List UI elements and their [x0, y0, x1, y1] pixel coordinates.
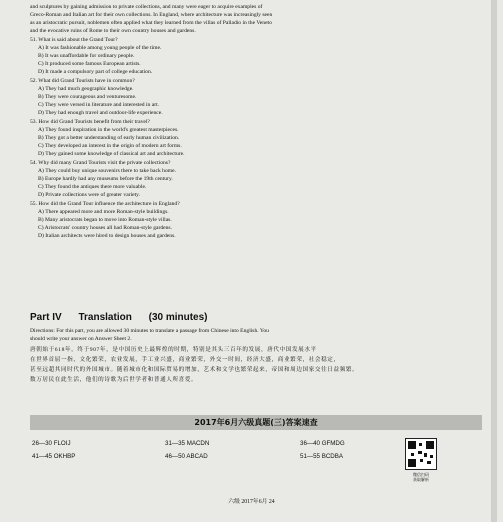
qr-caption: 微信扫码 获取解析 [413, 472, 429, 482]
intro-line: Greco-Roman and Italian art for their own collections. In England, where architecture was increasingly seen [30, 12, 273, 18]
option: D) Private collections were of greater variety. [38, 192, 140, 198]
directions-line: should write your answer on Answer Sheet 2. [30, 336, 132, 342]
page-edge [491, 0, 497, 522]
answer-group: 51—55 BCDBA [300, 453, 344, 460]
answer-group: 26—30 FLOIJ [32, 440, 71, 447]
intro-line: and the evocative ruins of Rome to their own country houses and gardens. [30, 28, 196, 34]
answer-group: 46—50 ABCAD [165, 453, 208, 460]
option: C) They developed an interest in the origin of modern art forms. [38, 143, 182, 149]
option: D) They had enough travel and outdoor-life experience. [38, 110, 163, 116]
part-name: Translation [78, 312, 132, 323]
option: D) It made a compulsory part of college education. [38, 69, 153, 75]
option: C) It produced some famous European artists. [38, 61, 141, 67]
question-51: 51. What is said about the Grand Tour? [30, 37, 118, 43]
question-55: 55. How did the Grand Tour influence the architecture in England? [30, 201, 180, 207]
option: A) They could buy unique souvenirs there to take back home. [38, 168, 176, 174]
option: A) They found inspiration in the world's greatest masterpieces. [38, 127, 179, 133]
answers-title: 2017年6月六级真题(三)答案速查 [194, 418, 318, 427]
intro-line: as an aristocratic pursuit, noblemen often applied what they learned from the villas of Palladio in the Veneto [30, 20, 272, 26]
intro-line: and sculptures by gaining admission to private collections, and many were eager to acquire examples of [30, 4, 263, 10]
option: B) It was unaffordable for ordinary people. [38, 53, 135, 59]
part-label: Part IV [30, 312, 62, 323]
directions-line: Directions: For this part, you are allowed 30 minutes to translate a passage from Chinese into English. You [30, 328, 269, 334]
option: C) They were versed in literature and interested in art. [38, 102, 160, 108]
option: A) They had much geographic knowledge. [38, 86, 134, 92]
question-52: 52. What did Grand Tourists have in common? [30, 78, 135, 84]
part-time: (30 minutes) [148, 312, 208, 323]
qr-code[interactable] [405, 438, 437, 470]
part-heading [30, 312, 222, 323]
option: B) Many aristocrats began to move into Roman-style villas. [38, 217, 172, 223]
option: A) It was fashionable among young people of the time. [38, 45, 162, 51]
option: B) Europe hardly had any museums before the 19th century. [38, 176, 173, 182]
option: C) They found the antiques there more valuable. [38, 184, 147, 190]
option: D) They gained some knowledge of classical art and architecture. [38, 151, 185, 157]
translation-line: 数万居民在此生活，他们的诗歌为后世学者和普通人所喜爱。 [30, 377, 198, 383]
option: D) Italian architects were hired to design houses and gardens. [38, 233, 176, 239]
translation-line: 在世界首屈一指，文化繁荣，农业发展，手工业兴盛，商业繁荣，外交一时间，经济大盛，商业繁荣，社会稳定， [30, 357, 340, 363]
option: A) There appeared more and more Roman-style buildings. [38, 209, 169, 215]
answer-group: 36—40 GFMDG [300, 440, 345, 447]
answer-group: 41—45 OKHBP [32, 453, 76, 460]
answer-group: 31—35 MACDN [165, 440, 210, 447]
page-footer: 六级 2017年6月 24 [228, 499, 275, 505]
option: B) They got a better understanding of early human civilization. [38, 135, 180, 141]
question-53: 53. How did Grand Tourists benefit from their travel? [30, 119, 150, 125]
option: C) Aristocrats' country houses all had Roman-style gardens. [38, 225, 172, 231]
question-54: 54. Why did many Grand Tourists visit the private collections? [30, 160, 171, 166]
translation-line: 唐朝始于618年，终于907年，是中国历史上最辉煌的时期，特别是其头三百年的发展，唐代中国发展水平 [30, 347, 317, 353]
answers-banner [30, 415, 482, 430]
option: B) They were courageous and venturesome. [38, 94, 137, 100]
translation-line: 甚至远超其同时代的外国城市。随着城市化和国际贸易的增加，艺术和文学也繁荣起来，帝国和周边国家交往日益频繁。 [30, 367, 359, 373]
